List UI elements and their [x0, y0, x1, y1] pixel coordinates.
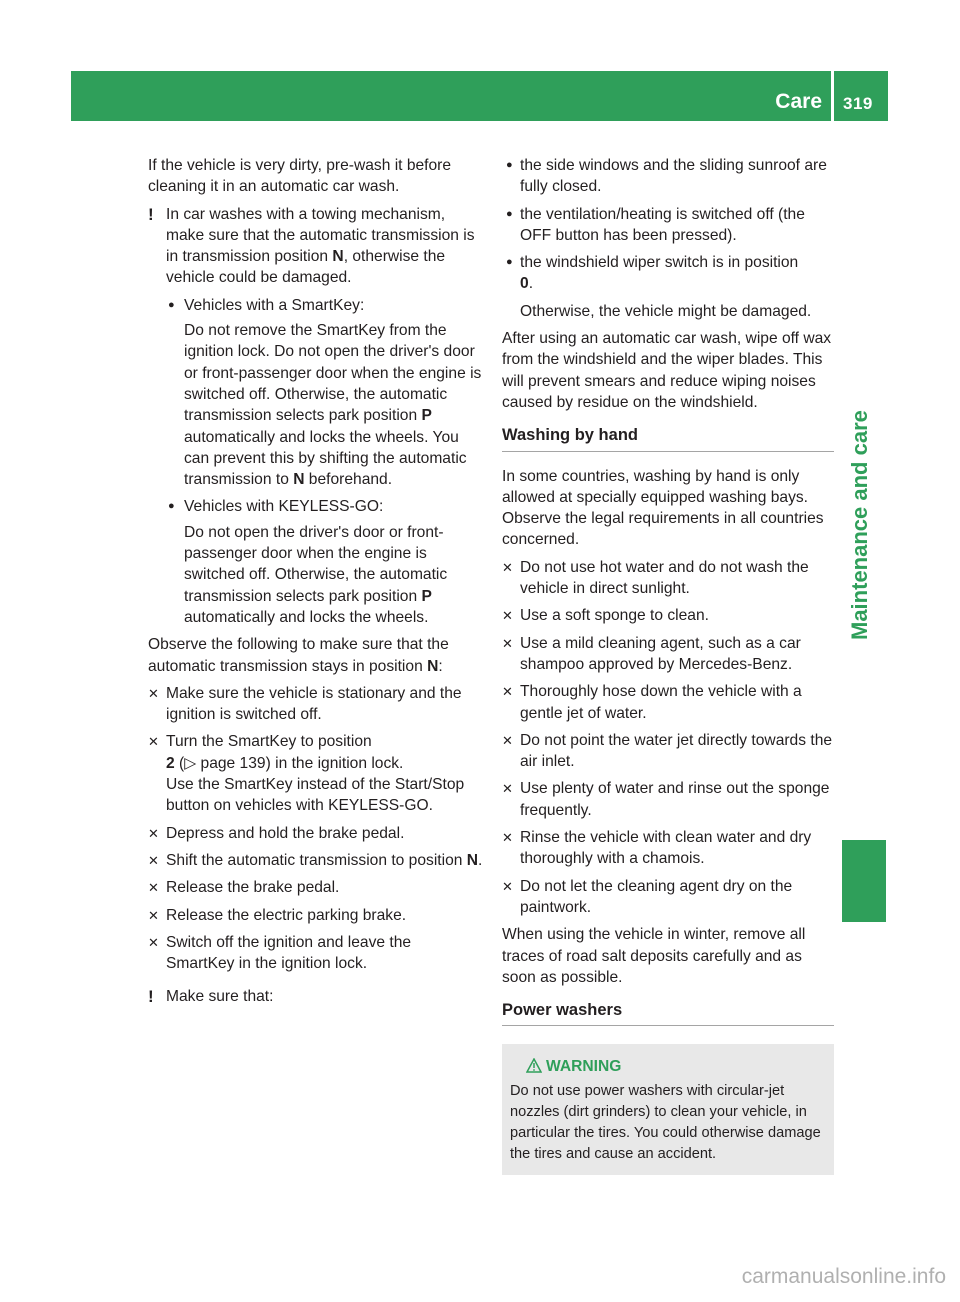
step-item — [502, 730, 834, 773]
step-text: (▷ page 139) in the ignition lock. — [174, 754, 404, 772]
bullet-text: the windshield wiper switch is in position — [520, 254, 799, 272]
bullet-text: the ventilation/heating is switched off (the OFF button has been pressed). — [520, 205, 805, 244]
note-text: Make sure that: — [166, 988, 274, 1006]
step-text: Turn the SmartKey to position — [166, 733, 372, 751]
step-item — [502, 876, 834, 919]
step-text: . — [478, 851, 483, 869]
warning-title: WARNING — [546, 1058, 622, 1076]
bullet-text: . — [528, 275, 534, 293]
paragraph-after-wash: After using an automatic car wash, wipe off wax from the windshield and the wiper blades. This will prevent smears and reduce wiping noises caused by residue on the windshield. — [502, 330, 832, 411]
bullet-ventilation — [502, 204, 834, 247]
step-text: Do not let the cleaning agent dry on the paintwork. — [520, 877, 793, 916]
bullet-text: Do not remove the SmartKey from the ignition lock. Do not open the driver's door or front-passenger door when the engine is switched off. Otherwise, the automatic transmission selects park position — [184, 322, 482, 425]
paragraph-observe — [148, 634, 483, 677]
paragraph-text: Observe the following to make sure that the automatic transmission stays in position — [148, 636, 449, 675]
step-text: Use the SmartKey instead of the Start/Stop button on vehicles with KEYLESS-GO. — [166, 776, 465, 815]
bullet-emphasis: P — [421, 407, 432, 425]
arrow-icon: ✕ — [502, 732, 513, 748]
arrow-icon: ✕ — [148, 934, 159, 950]
step-item — [148, 877, 483, 898]
paragraph-emphasis: N — [427, 657, 439, 675]
bullet-smartkey — [148, 295, 483, 316]
bullet-icon: ● — [168, 298, 175, 311]
step-text: Use plenty of water and rinse out the sponge frequently. — [520, 780, 830, 819]
bullet-emphasis: P — [421, 587, 432, 605]
bullet-emphasis: 0 — [520, 275, 529, 293]
right-column — [502, 155, 834, 1175]
bullet-keyless — [148, 496, 483, 517]
bullet-title: Vehicles with a SmartKey: — [184, 296, 365, 314]
arrow-icon: ✕ — [148, 880, 159, 896]
note-text: , otherwise the vehicle could be damaged. — [166, 248, 446, 287]
bullet-icon: ● — [506, 207, 513, 220]
step-text: Make sure the vehicle is stationary and the ignition is switched off. — [166, 684, 462, 724]
step-text: Do not point the water jet directly towards the air inlet. — [520, 731, 833, 771]
paragraph-winter: When using the vehicle in winter, remove all traces of road salt deposits carefully and as soon as possible. — [502, 926, 806, 986]
bullet-text: automatically and locks the wheels. You can prevent this by shifting the automatic transmission to — [184, 428, 467, 489]
arrow-icon: ✕ — [148, 734, 159, 750]
step-text: Shift the automatic transmission to position — [166, 851, 467, 869]
section-title: Care — [775, 90, 822, 113]
bullet-emphasis: N — [293, 471, 305, 489]
note-make-sure — [148, 986, 483, 1007]
bullet-smartkey-text — [148, 320, 483, 490]
step-emphasis: 2 — [166, 754, 175, 772]
bullet-keyless-text — [148, 522, 483, 628]
step-item — [502, 633, 834, 676]
step-item — [148, 905, 483, 926]
page-number: 319 — [843, 94, 873, 113]
watermark: carmanualsonline.info — [741, 1265, 946, 1288]
arrow-icon: ✕ — [502, 559, 513, 575]
paragraph-prewash: If the vehicle is very dirty, pre-wash it before cleaning it in an automatic car wash. — [148, 157, 452, 196]
heading-washing-by-hand: Washing by hand — [502, 425, 834, 451]
note-towing — [148, 204, 483, 289]
step-text: Release the electric parking brake. — [166, 906, 407, 924]
bullet-icon: ● — [506, 256, 513, 269]
step-text: Do not use hot water and do not wash the vehicle in direct sunlight. — [520, 558, 809, 598]
bullet-windows — [502, 155, 834, 198]
side-tab-label: Maintenance and care — [847, 410, 872, 640]
step-item — [502, 557, 834, 600]
bullet-icon: ● — [506, 159, 513, 171]
bullet-wiper — [502, 252, 834, 295]
step-item — [502, 778, 834, 821]
exclamation-icon: ! — [148, 204, 154, 224]
arrow-icon: ✕ — [502, 830, 513, 846]
arrow-icon: ✕ — [502, 608, 513, 624]
left-column — [148, 155, 483, 1014]
warning-box — [502, 1044, 834, 1175]
step-text: Release the brake pedal. — [166, 879, 340, 897]
heading-gap — [502, 452, 834, 466]
paragraph-text: : — [438, 657, 443, 675]
step-item — [148, 850, 483, 871]
arrow-icon: ✕ — [502, 635, 513, 651]
arrow-icon: ✕ — [502, 878, 513, 894]
step-text: Use a mild cleaning agent, such as a car shampoo approved by Mercedes-Benz. — [520, 634, 801, 673]
bullet-title: Vehicles with KEYLESS-GO: — [184, 498, 384, 516]
bullet-icon: ● — [168, 500, 175, 513]
arrow-icon: ✕ — [148, 685, 159, 701]
exclamation-icon: ! — [148, 987, 154, 1007]
step-text: Rinse the vehicle with clean water and dry thoroughly with a chamois. — [520, 829, 812, 868]
step-item — [148, 683, 483, 726]
step-item — [148, 731, 483, 816]
arrow-icon: ✕ — [502, 684, 513, 700]
step-text: Use a soft sponge to clean. — [520, 607, 709, 625]
arrow-icon: ✕ — [148, 825, 159, 841]
bullet-text: automatically and locks the wheels. — [184, 608, 429, 626]
arrow-icon: ✕ — [148, 852, 159, 868]
step-item — [148, 932, 483, 975]
warning-header — [526, 1056, 826, 1077]
step-item — [502, 827, 834, 870]
bullet-text: the side windows and the sliding sunroof are fully closed. — [520, 157, 827, 196]
paragraph-countries: In some countries, washing by hand is only allowed at specially equipped washing bays. Observe the legal requirements in all countries concerned. — [502, 467, 824, 549]
paragraph-otherwise: Otherwise, the vehicle might be damaged. — [520, 302, 812, 320]
arrow-icon: ✕ — [502, 781, 513, 797]
step-emphasis: N — [466, 851, 479, 869]
side-tab-block — [842, 840, 886, 922]
warning-triangle-icon — [526, 1058, 542, 1073]
bullet-text: beforehand. — [304, 471, 393, 489]
note-emphasis: N — [332, 248, 344, 266]
warning-text: Do not use power washers with circular-jet nozzles (dirt grinders) to clean your vehicle, in particular the tires. You could otherwise damage the tires and cause an accident. — [510, 1083, 821, 1163]
bullet-text: Do not open the driver's door or front-passenger door when the engine is switched off. Otherwise, the automatic transmission selects park position — [184, 523, 448, 605]
step-text: Thoroughly hose down the vehicle with a gentle jet of water. — [520, 683, 802, 722]
step-item — [148, 823, 483, 844]
step-text: Switch off the ignition and leave the SmartKey in the ignition lock. — [166, 933, 412, 973]
step-item — [502, 605, 834, 626]
header-bar — [71, 71, 831, 121]
note-text: In car washes with a towing mechanism, make sure that the automatic transmission is in transmission position — [166, 205, 475, 266]
arrow-icon: ✕ — [148, 907, 159, 923]
step-item — [502, 681, 834, 724]
step-text: Depress and hold the brake pedal. — [166, 824, 405, 842]
heading-power-washers: Power washers — [502, 1000, 834, 1026]
